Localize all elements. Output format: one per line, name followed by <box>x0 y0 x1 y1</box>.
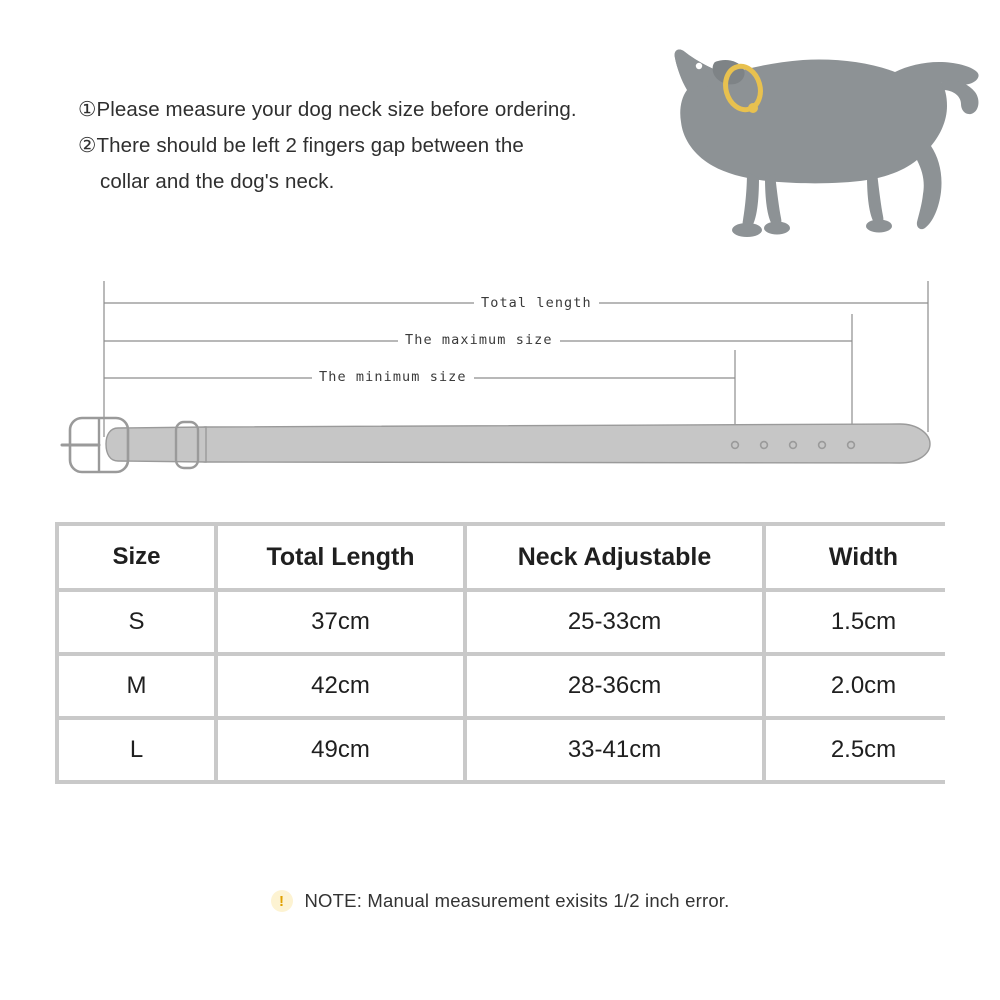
instruction-line-3 <box>78 164 678 200</box>
instruction-text-2: There should be left 2 fingers gap between the <box>96 134 524 157</box>
instruction-line-1 <box>78 92 678 128</box>
cell-neck-adjustable: 28-36cm <box>467 656 762 716</box>
table-row <box>59 656 961 716</box>
cell-neck-adjustable: 25-33cm <box>467 592 762 652</box>
size-table-container <box>55 522 945 784</box>
cell-total-length: 42cm <box>218 656 463 716</box>
instruction-marker-1: ① <box>78 98 97 121</box>
cell-width: 2.0cm <box>766 656 961 716</box>
table-header-row <box>59 526 961 588</box>
cell-neck-adjustable: 33-41cm <box>467 720 762 780</box>
cell-size: M <box>59 656 214 716</box>
warning-icon: ! <box>271 890 293 912</box>
cell-total-length: 49cm <box>218 720 463 780</box>
table-header-neck-adjustable: Neck Adjustable <box>467 526 762 588</box>
table-row <box>59 592 961 652</box>
cell-total-length: 37cm <box>218 592 463 652</box>
belt-shape <box>62 418 930 472</box>
cell-size: S <box>59 592 214 652</box>
dimension-label-minimum-size: The minimum size <box>312 369 474 385</box>
cell-width: 1.5cm <box>766 592 961 652</box>
instruction-marker-2: ② <box>78 134 97 157</box>
dimension-label-maximum-size: The maximum size <box>398 332 560 348</box>
instruction-text-1: Please measure your dog neck size before ordering. <box>96 98 577 121</box>
table-header-width: Width <box>766 526 961 588</box>
note-text: NOTE: Manual measurement exisits 1/2 inch error. <box>304 890 730 911</box>
note-block <box>0 890 1000 912</box>
instruction-line-2 <box>78 128 678 164</box>
instructions-block <box>78 92 678 200</box>
cell-size: L <box>59 720 214 780</box>
table-header-size: Size <box>59 526 214 588</box>
table-header-total-length: Total Length <box>218 526 463 588</box>
instruction-text-3: collar and the dog's neck. <box>100 170 335 193</box>
size-table <box>55 522 965 784</box>
table-row <box>59 720 961 780</box>
dimension-label-total-length: Total length <box>474 295 599 311</box>
cell-width: 2.5cm <box>766 720 961 780</box>
dog-illustration <box>655 22 985 267</box>
